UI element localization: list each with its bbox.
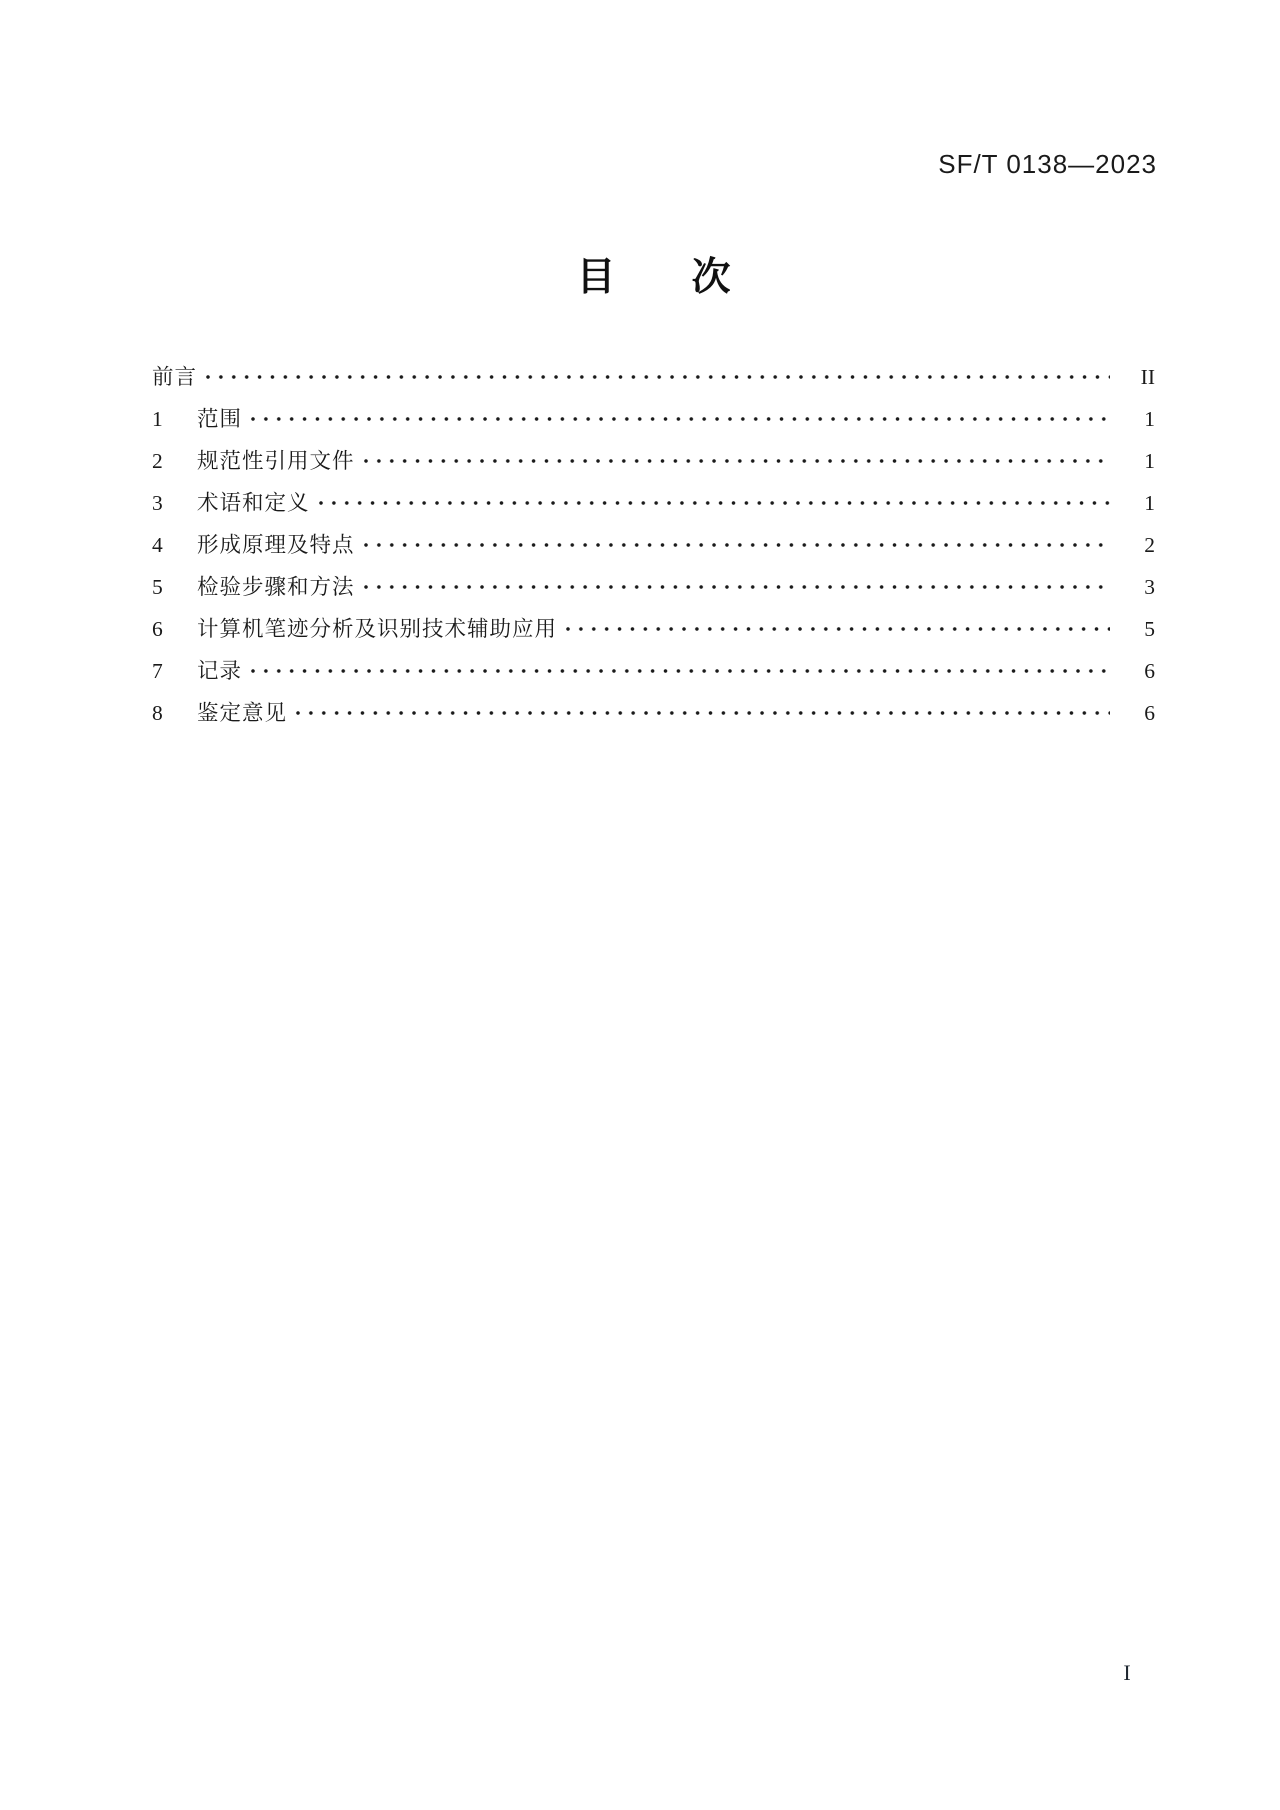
toc-dot-leader [251,650,1110,692]
toc-entry-page: 6 [1144,701,1155,725]
toc-dot-leader [364,440,1110,482]
toc-entry-label: 范围 [197,407,243,431]
toc-entry-label: 计算机笔迹分析及识别技术辅助应用 [197,617,558,641]
toc-entry-number: 6 [152,617,163,641]
toc-entry-number: 8 [152,701,163,725]
toc-entry-page: II [1140,365,1155,389]
toc-entry-number: 5 [152,575,163,599]
toc-entry-number: 3 [152,491,163,515]
toc-row [152,356,1155,398]
toc-row [152,482,1155,524]
toc-row [152,608,1155,650]
toc-entry-label: 形成原理及特点 [197,533,355,557]
toc-entry-page: 2 [1144,533,1155,557]
toc-entry-label: 前言 [152,365,198,389]
toc-entry-label: 记录 [197,659,243,683]
toc-dot-leader [296,692,1110,734]
toc-entry-page: 1 [1144,407,1155,431]
toc-row [152,398,1155,440]
standard-number: SF/T 0138—2023 [938,149,1157,179]
toc-entry-page: 5 [1144,617,1155,641]
toc-entry-label: 规范性引用文件 [197,449,355,473]
toc-dot-leader [206,356,1110,398]
toc-row [152,566,1155,608]
toc-row [152,440,1155,482]
toc-row [152,650,1155,692]
toc-list [152,356,1155,734]
toc-dot-leader [566,608,1110,650]
toc-entry-label: 术语和定义 [197,491,310,515]
footer-page-number: I [1123,1660,1131,1685]
toc-dot-leader [319,482,1110,524]
toc-entry-page: 1 [1144,491,1155,515]
toc-dot-leader [364,524,1110,566]
toc-entry-page: 6 [1144,659,1155,683]
toc-entry-number: 1 [152,407,163,431]
toc-entry-page: 1 [1144,449,1155,473]
toc-entry-label: 鉴定意见 [197,701,288,725]
toc-entry-page: 3 [1144,575,1155,599]
toc-entry-number: 7 [152,659,163,683]
toc-dot-leader [251,398,1110,440]
toc-dot-leader [364,566,1110,608]
toc-entry-label: 检验步骤和方法 [197,575,355,599]
page-title [152,256,1155,300]
toc-entry-number: 4 [152,533,163,557]
page-title-char-first: 目 [576,256,616,299]
toc-row [152,524,1155,566]
page-title-char-second: 次 [691,256,731,299]
toc-row [152,692,1155,734]
toc-entry-number: 2 [152,449,163,473]
